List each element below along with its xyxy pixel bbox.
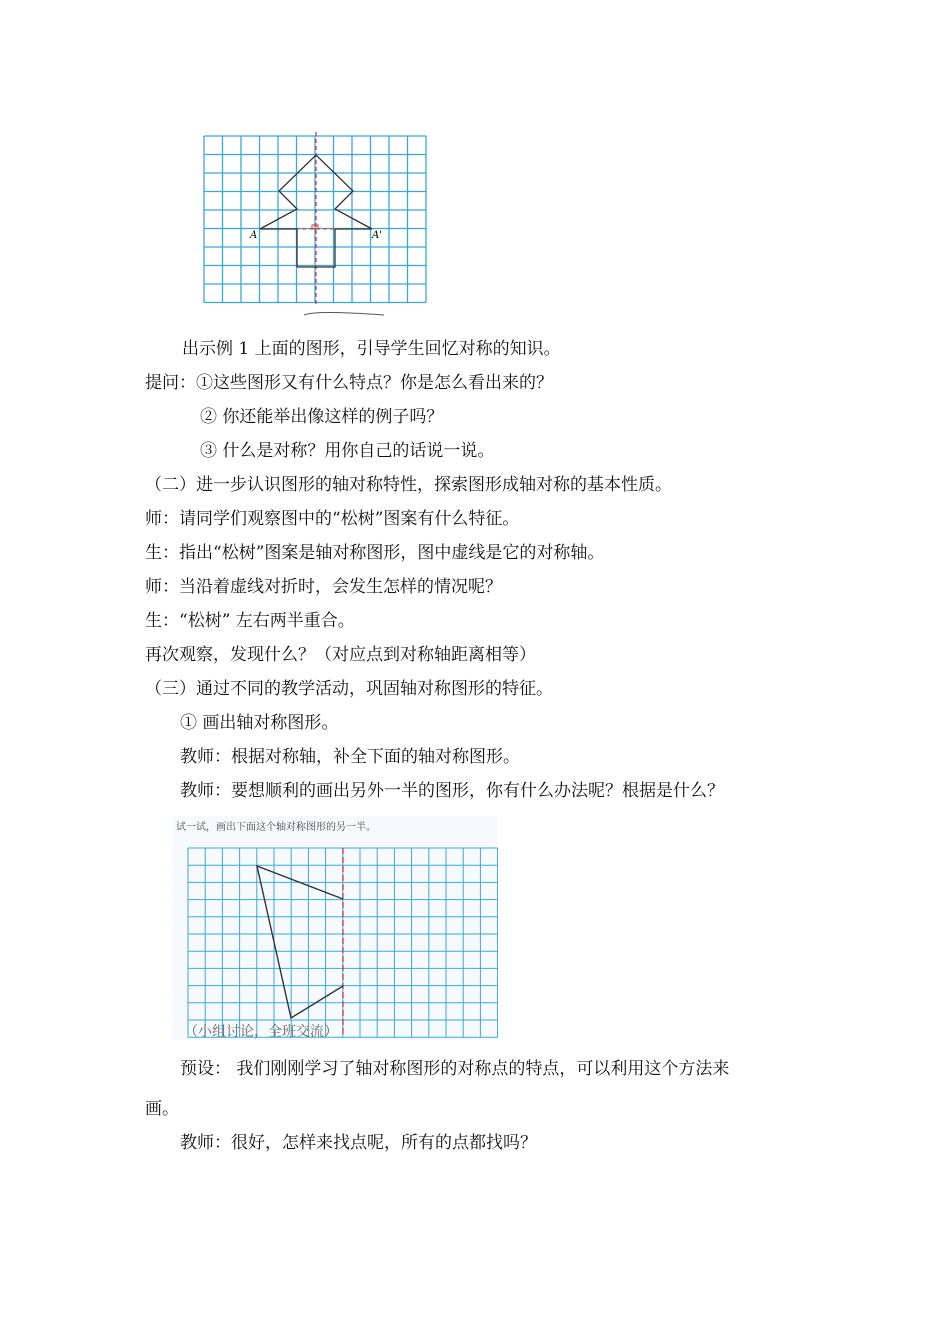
paragraph: 出示例 1 上面的图形，引导学生回忆对称的知识。 [182,339,561,359]
half-shape-grid-svg [172,816,498,1040]
paragraph: 提问：①这些图形又有什么特点？你是怎么看出来的？ [145,373,553,393]
partially-hidden-text: （小组讨论，全班交流） [184,1024,338,1040]
grid-lines [204,136,426,303]
paragraph: 教师：根据对称轴，补全下面的轴对称图形。 [180,747,520,767]
paragraph: 教师：要想顺利的画出另外一半的图形，你有什么办法呢？根据是什么？ [180,781,724,801]
paragraph: 生：“松树” 左右两半重合。 [145,611,355,631]
paragraph: ① 画出轴对称图形。 [180,713,339,733]
section-heading: （二）进一步认识图形的轴对称特性，探索图形成轴对称的基本性质。 [145,475,672,495]
paragraph: 预设： 我们刚刚学习了轴对称图形的对称点的特点，可以利用这个方法来 [180,1059,730,1079]
figure-caption: 试一试，画出下面这个轴对称图形的另一半。 [176,822,376,833]
pine-tree-grid-svg [200,132,432,316]
figure-background [172,816,498,1040]
half-shape-figure [172,816,498,1040]
page-curl-decoration [304,313,384,316]
paragraph: 再次观察，发现什么？（对应点到对称轴距离相等） [145,645,536,665]
point-a-label: A [250,230,258,241]
paragraph: ③ 什么是对称？用你自己的话说一说。 [200,441,495,461]
section-heading: （三）通过不同的教学活动，巩固轴对称图形的特征。 [145,679,553,699]
paragraph: 师：请同学们观察图中的“松树”图案有什么特征。 [145,509,520,529]
paragraph: 画。 [145,1099,179,1119]
paragraph: 教师：很好，怎样来找点呢，所有的点都找吗？ [180,1133,537,1153]
pine-tree-figure [200,132,432,316]
paragraph: 师：当沿着虚线对折时，会发生怎样的情况呢？ [145,577,502,597]
paragraph: 生：指出“松树”图案是轴对称图形，图中虚线是它的对称轴。 [145,543,605,563]
point-a-prime-label: A' [372,230,382,241]
paragraph: ② 你还能举出像这样的例子吗？ [200,407,444,427]
